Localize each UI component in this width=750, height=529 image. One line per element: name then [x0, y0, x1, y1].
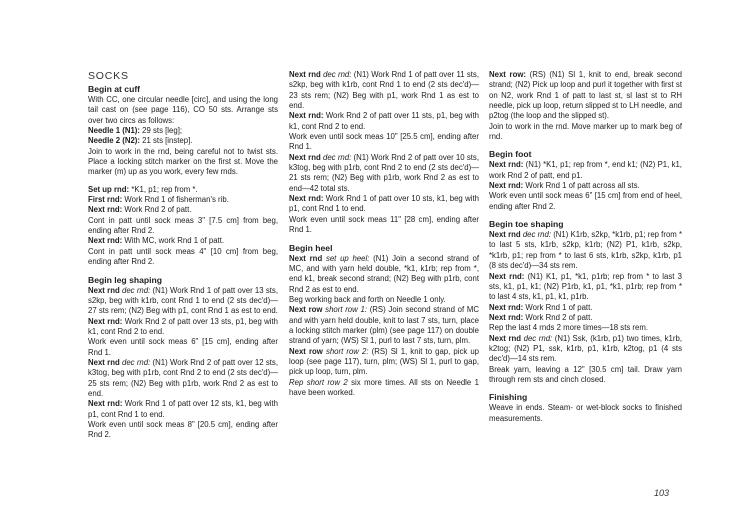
next-text: With MC, work Rnd 1 of patt.	[122, 236, 225, 246]
heading-begin-foot: Begin foot	[489, 149, 532, 160]
join-paragraph: Join to work in the rnd, being careful not to twist sts. Place a locking stitch marker on the first st. Move the marker (m) up as you work, every few rnds.	[88, 146, 278, 177]
join-round: Join to work in the rnd. Move marker up to mark beg of rnd.	[489, 121, 682, 142]
leg-text: (N1) Work Rnd 1 of patt over 13 sts, s2kp, beg with k1rb, cont Rnd 1 to end (2 sts dec'd)—27 sts rem; (N2) Beg with p1, cont Rnd 1 as est to end.	[88, 285, 278, 316]
toe-text: (N1) Ssk, (k1rb, p1) two times, k1rb, k2tog; (N2) P1, ssk, k1rb, p1, k1rb, k2tog, p1 (4 sts dec'd)—14 sts rem.	[489, 333, 682, 364]
toe-round-2	[489, 272, 682, 303]
next-label: Next rnd:	[88, 399, 123, 409]
next-label: Next rnd	[88, 357, 120, 367]
next-label: Next rnd	[289, 70, 321, 79]
next-label: Next rnd	[289, 152, 321, 162]
next-label: Next rnd:	[88, 316, 123, 326]
work-even-3: Work even until sock meas 10" [25.5 cm], ending after Rnd 1.	[289, 132, 479, 152]
finishing-text: Weave in ends. Steam- or wet-block socks to finished measurements.	[489, 403, 682, 423]
next-label: Next rnd:	[289, 194, 324, 204]
cuff-paragraph: With CC, one circular needle [circ], and using the long tail cast on (see page 116), CO 50 sts. Arrange sts over two circs as follows:	[88, 95, 278, 125]
spacer	[489, 142, 682, 149]
toe-text: Work Rnd 2 of patt.	[523, 312, 593, 322]
leg-work-even-1: Work even until sock meas 6" [15 cm], ending after Rnd 1.	[88, 337, 278, 357]
heel-text: (RS) Join second strand of MC and with yarn held double, knit to last 7 sts, turn, place a locking stitch marker (plm) (see page 117) on double strand of yarn; (WS) Sl 1, purl to last 7 sts, turn, plm.	[289, 305, 479, 346]
setup-text: *K1, p1; rep from *.	[129, 184, 198, 194]
spacer	[489, 212, 682, 219]
next-label: Next rnd	[289, 253, 323, 263]
spacer	[489, 385, 682, 392]
dec-rnd-label: dec rnd:	[320, 152, 352, 162]
needle-2-label: Needle 2 (N2):	[88, 136, 140, 146]
leg-text: (N1) Work Rnd 2 of patt over 12 sts, k3tog, beg with p1rb, cont Rnd 2 to end (2 sts dec'd)—25 sts rem; (N2) Beg with p1rb, work Rnd 2 as est to end.	[88, 357, 278, 398]
page-number: 103	[654, 488, 670, 498]
round-text: Work Rnd 1 of patt over 10 sts, k1, beg with p1, cont Rnd 1 to end.	[289, 194, 479, 214]
leg-text: Work Rnd 1 of patt over 12 sts, k1, beg with p1, cont Rnd 1 to end.	[88, 399, 278, 419]
next-label: Next rnd:	[489, 312, 524, 322]
spacer	[289, 236, 479, 243]
heel-setup-round	[289, 254, 479, 295]
first-round	[88, 195, 278, 205]
heading-begin-leg-shaping: Begin leg shaping	[88, 274, 163, 285]
foot-round-2	[489, 181, 682, 191]
row-text: (RS) (N1) Sl 1, knit to end, break second strand; (N2) Pick up loop and purl it together with first st on N2, work Rnd 1 of patt to last st, sl last st to RH needle, pick up loop, return slipped st to LH needle, and p2tog (the loop and the slipped st).	[489, 70, 682, 121]
setup-label: Set up rnd:	[88, 184, 130, 194]
dec-round-4	[289, 153, 479, 194]
heading-begin-at-cuff: Begin at cuff	[88, 84, 141, 94]
section-title: SOCKS	[88, 70, 129, 82]
column-2	[289, 70, 479, 398]
leg-work-even-2: Work even until sock meas 8" [20.5 cm], ending after Rnd 2.	[88, 419, 278, 440]
heading-finishing: Finishing	[489, 392, 528, 403]
next-row-label: Next row:	[489, 70, 527, 79]
toe-finish: Break yarn, leaving a 12" [30.5 cm] tail. Draw yarn through rem sts and cinch closed.	[489, 364, 682, 384]
next-round-2	[88, 236, 278, 246]
next-row-label: Next row	[289, 346, 323, 356]
leg-dec-round-1	[88, 286, 278, 317]
next-round-1	[88, 205, 278, 215]
round-8	[289, 194, 479, 215]
rep-label: Rep short row 2	[289, 377, 348, 387]
next-label: Next rnd:	[489, 302, 524, 312]
leg-round-2	[88, 317, 278, 338]
next-label: Next rnd	[88, 285, 120, 295]
toe-round-3	[489, 303, 682, 313]
heel-text: (N1) Join a second strand of MC, and with yarn held double, *k1, k1rb; rep from *, end k1, break second strand; (N2) Beg with p1rb, cont Rnd 2 as est to end.	[289, 253, 479, 294]
toe-round-4	[489, 313, 682, 323]
next-label: Next rnd:	[489, 181, 524, 191]
next-label: Next rnd	[489, 230, 521, 240]
toe-dec-round-2	[489, 334, 682, 365]
next-row-label: Next row	[289, 305, 323, 315]
needle-1-text: 29 sts [leg];	[140, 126, 183, 136]
toe-dec-round-1	[489, 230, 682, 271]
next-label: Next rnd:	[489, 271, 525, 281]
heel-text: (RS) Sl 1, knit to gap, pick up loop (see page 117), turn, plm; (WS) Sl 1, purl to gap, pick up loop, turn, plm.	[289, 346, 479, 377]
foot-work-even: Work even until sock meas 6" [15 cm] from end of heel, ending after Rnd 2.	[489, 191, 682, 211]
round-text: Work Rnd 2 of patt over 11 sts, p1, beg with k1, cont Rnd 2 to end.	[289, 111, 479, 131]
dec-rnd-label: dec rnd:	[119, 357, 151, 367]
first-text: Work Rnd 1 of fisherman's rib.	[122, 195, 229, 205]
toe-text: (N1) K1, p1, *k1, p1rb; rep from * to last 3 sts, k1, p1, k1; (N2) P1rb, k1, p1, *k1, p1rb; rep from * to last 4 sts, k1, p1, k1, p1rb.	[489, 271, 682, 302]
heel-back-forth: Beg working back and forth on Needle 1 only.	[289, 294, 446, 304]
dec-rnd-label: dec rnd:	[521, 333, 553, 343]
heel-close-row	[489, 70, 682, 122]
short-row-repeat	[289, 378, 479, 399]
round-text: (N1) Work Rnd 1 of patt over 11 sts, s2kp, beg with k1rb, cont Rnd 1 to end (2 sts dec'd)—23 sts rem; (N2) Beg with p1, work Rnd 1 as est to end.	[289, 70, 479, 111]
next-label: Next rnd:	[489, 160, 524, 170]
heading-begin-heel: Begin heel	[289, 242, 333, 253]
next-label: Next rnd:	[88, 205, 123, 215]
next-label: Next rnd:	[289, 111, 324, 121]
first-label: First rnd:	[88, 195, 123, 205]
work-even-4: Work even until sock meas 11" [28 cm], ending after Rnd 1.	[289, 214, 479, 235]
needle-1-line	[88, 126, 278, 136]
heel-text: six more times. All sts on Needle 1 have been worked.	[289, 377, 479, 397]
continue-paragraph-1: Cont in patt until sock meas 3" [7.5 cm] from beg, ending after Rnd 2.	[88, 215, 278, 236]
leg-dec-round-2	[88, 358, 278, 399]
spacer	[88, 268, 278, 275]
short-row-label: short row 2:	[322, 346, 369, 356]
column-1	[88, 70, 278, 441]
heading-begin-toe-shaping: Begin toe shaping	[489, 219, 564, 230]
round-text: (N1) Work Rnd 2 of patt over 10 sts, k3tog, beg with p1rb, cont Rnd 2 to end (2 sts dec'd)—21 sts rem; (N2) Beg with p1rb, work Rnd 2 as est to end—42 total sts.	[289, 152, 479, 193]
dec-rnd-label: dec rnd:	[119, 285, 151, 295]
foot-text: Work Rnd 1 of patt across all sts.	[523, 181, 640, 191]
dec-rnd-label: dec rnd:	[320, 70, 352, 79]
dec-round-3	[289, 70, 479, 111]
setup-round	[88, 185, 278, 195]
toe-text: Work Rnd 1 of patt.	[523, 302, 593, 312]
round-6	[289, 111, 479, 132]
short-row-1	[289, 305, 479, 346]
continue-paragraph-2: Cont in patt until sock meas 4" [10 cm] from beg, ending after Rnd 2.	[88, 246, 278, 267]
foot-text: (N1) *K1, p1; rep from *, end k1; (N2) P1, k1, work Rnd 2 of patt, end p1.	[489, 160, 682, 180]
next-text: Work Rnd 2 of patt.	[122, 205, 192, 215]
toe-text: (N1) K1rb, s2kp, *k1rb, p1; rep from * to last 5 sts, k1rb, s2kp, k1rb; (N2) P1, k1rb, s2kp, *k1rb, p1; rep from * to last 6 sts, k1rb, s2kp, k1rb, p1 (8 sts dec'd)—34 sts rem.	[489, 230, 682, 271]
next-label: Next rnd	[489, 333, 522, 343]
short-row-label: short row 1:	[322, 305, 367, 315]
short-row-2	[289, 347, 479, 378]
toe-repeat: Rep the last 4 rnds 2 more times—18 sts rem.	[489, 323, 649, 333]
dec-rnd-label: dec rnd:	[520, 230, 552, 240]
leg-text: Work Rnd 2 of patt over 13 sts, p1, beg with k1, cont Rnd 2 to end.	[88, 316, 278, 336]
leg-round-4	[88, 399, 278, 420]
spacer	[88, 178, 278, 185]
column-3	[489, 70, 682, 424]
needle-2-line	[88, 136, 278, 146]
set-up-heel-label: set up heel:	[322, 253, 370, 263]
foot-round-1	[489, 160, 682, 181]
needle-1-label: Needle 1 (N1):	[88, 126, 140, 136]
next-label: Next rnd:	[88, 236, 123, 246]
needle-2-text: 21 sts [instep].	[140, 136, 193, 146]
